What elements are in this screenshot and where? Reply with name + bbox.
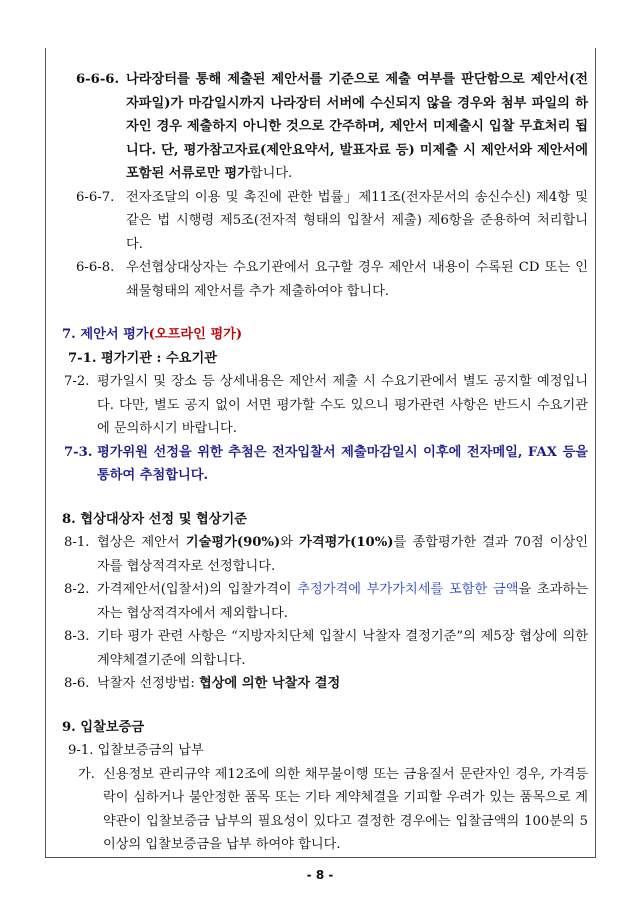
item-text: 가격제안서(입찰서)의 입찰가격이 추정가격에 부가가치세를 포함한 금액을 초과하는 자는 협상적격자에서 제외합니다. [97, 582, 588, 621]
item-number: 8-6. [64, 676, 90, 691]
item-8-2 [58, 578, 588, 625]
item-text: 기타 평가 관련 사항은 “지방자치단체 입찰시 낙찰자 결정기준”의 제5장 협상에 의한 계약체결기준에 의합니다. [97, 629, 588, 668]
item-text: 협상은 제안서 기술평가(90%)와 가격평가(10%)를 종합평가한 결과 70점 이상인 자를 협상적격자로 선정합니다. [97, 535, 589, 574]
page-number: - 8 - [306, 868, 334, 882]
document-body [58, 68, 588, 857]
item-8-3 [58, 625, 588, 672]
item-6-6-8 [58, 256, 588, 303]
item-number: 6-6-8. [76, 260, 115, 275]
item-number: 7-2. [64, 374, 90, 389]
item-number: 8-1. [64, 535, 90, 550]
item-text: 낙찰자 선정방법: 협상에 의한 낙찰자 결정 [97, 676, 341, 691]
item-number: 8-2. [64, 582, 90, 597]
item-6-6-6 [58, 68, 588, 186]
item-7-2 [58, 370, 588, 441]
item-number: 6-6-7. [76, 189, 115, 205]
item-text: 신용정보 관리규약 제12조에 의한 채무불이행 또는 금융질서 문란자인 경우, 가격등락이 심하거나 불안정한 품목 또는 기타 계약체결을 기피할 우려가 있는 품목으로 계약관이 입찰보증금 납부의 필요성이 있다고 결정한 경우에는 입찰금액의 100분의 5 이상의 입찰보증금을 납부 하여야 합니다. [103, 766, 588, 852]
item-7-3 [58, 441, 588, 488]
section-8-heading: 8. 협상대상자 선정 및 협상기준 [62, 511, 248, 527]
item-9-1-ga [58, 763, 588, 857]
item-text: 평가위원 선정을 위한 추첨은 전자입찰서 제출마감일시 이후에 전자메일, FAX 등을 통하여 추첨합니다. [97, 444, 588, 483]
item-number: 가. [78, 766, 95, 782]
item-9-1: 9-1. 입찰보증금의 납부 [68, 743, 204, 758]
item-text: 전자조달의 이용 및 촉진에 관한 법률」제11조(전자문서의 송신수신) 제4항 및 같은 법 시행령 제5조(전자적 형태의 입찰서 제출) 제6항을 준용하여 처리합니다. [126, 189, 588, 252]
item-number: 6-6-6. [76, 72, 120, 87]
item-text: 평가일시 및 장소 등 상세내용은 제안서 제출 시 수요기관에서 별도 공지할 예정입니다. 다만, 별도 공지 없이 서면 평가할 수도 있으니 평가관련 사항은 반드시 수요기관에 문의하시기 바랍니다. [97, 374, 588, 436]
section-7-heading: 7. 제안서 평가(오프라인 평가) [62, 327, 243, 342]
item-6-6-7 [58, 186, 588, 257]
item-text: 우선협상대상자는 수요기관에서 요구할 경우 제안서 내용이 수록된 CD 또는 인쇄물형태의 제안서를 추가 제출하여야 합니다. [126, 260, 588, 299]
item-7-1: 7-1. 평가기관 : 수요기관 [68, 350, 217, 366]
item-8-6 [58, 672, 588, 696]
section-9-heading: 9. 입찰보증금 [62, 719, 145, 735]
item-number: 8-3. [64, 629, 90, 644]
item-number: 7-3. [64, 444, 93, 460]
item-text: 나라장터를 통해 제출된 제안서를 기준으로 제출 여부를 판단함으로 제안서(전자파일)가 마감일시까지 나라장터 서버에 수신되지 않을 경우와 첨부 파일의 하자인 경우 제출하지 아니한 것으로 간주하며, 제안서 미제출시 입찰 무효처리 됩니다. 단, 평가참고자료(제안요약서, 발표자료 등) 미제출 시 제안서와 제안서에 포함된 서류로만 평가합니다. [126, 72, 588, 181]
item-8-1 [58, 531, 588, 578]
